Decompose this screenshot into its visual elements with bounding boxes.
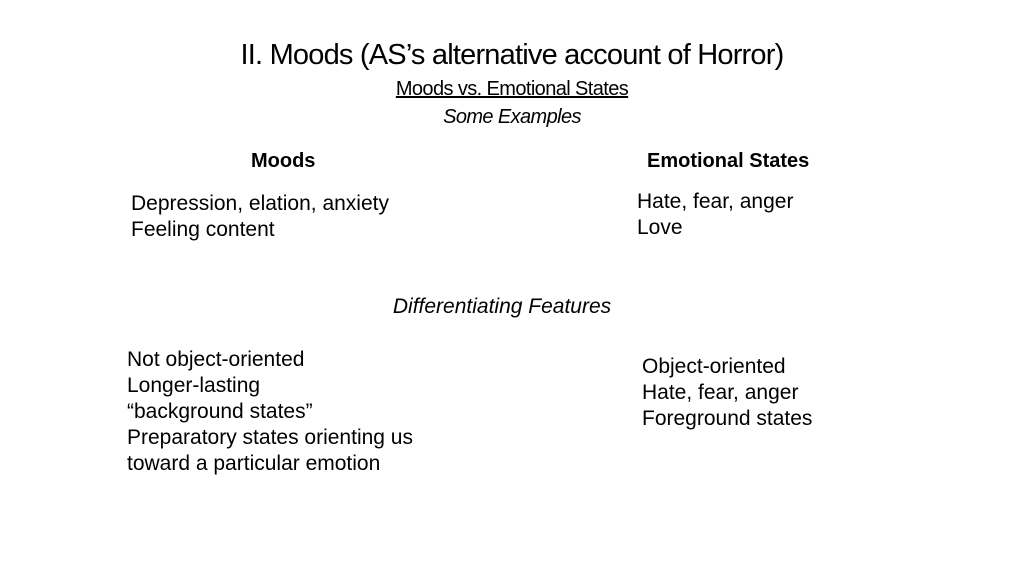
list-item: Feeling content [131,218,275,241]
list-item: “background states” [127,400,313,423]
list-item: Hate, fear, anger [637,190,794,213]
emotional-states-heading: Emotional States [647,150,810,172]
moods-heading: Moods [251,150,316,172]
list-item: Object-oriented [642,355,786,378]
moods-examples-list [131,191,389,243]
differentiating-features-label: Differentiating Features [392,295,612,318]
list-item: toward a particular emotion [127,452,381,475]
list-item: Foreground states [642,407,813,430]
list-item: Longer-lasting [127,374,261,397]
emotional-states-examples-list [637,189,793,241]
slide-subsubtitle: Some Examples [443,106,581,128]
list-item: Hate, fear, anger [642,381,799,404]
emotional-states-features-list [642,354,812,432]
list-item: Depression, elation, anxiety [131,192,389,215]
slide-subtitle: Moods vs. Emotional States [395,78,629,100]
list-item: Not object-oriented [127,348,305,371]
list-item: Love [637,216,683,239]
slide-title: II. Moods (AS’s alternative account of Horror) [240,39,784,71]
moods-features-list [127,347,413,477]
list-item: Preparatory states orienting us [127,426,413,449]
